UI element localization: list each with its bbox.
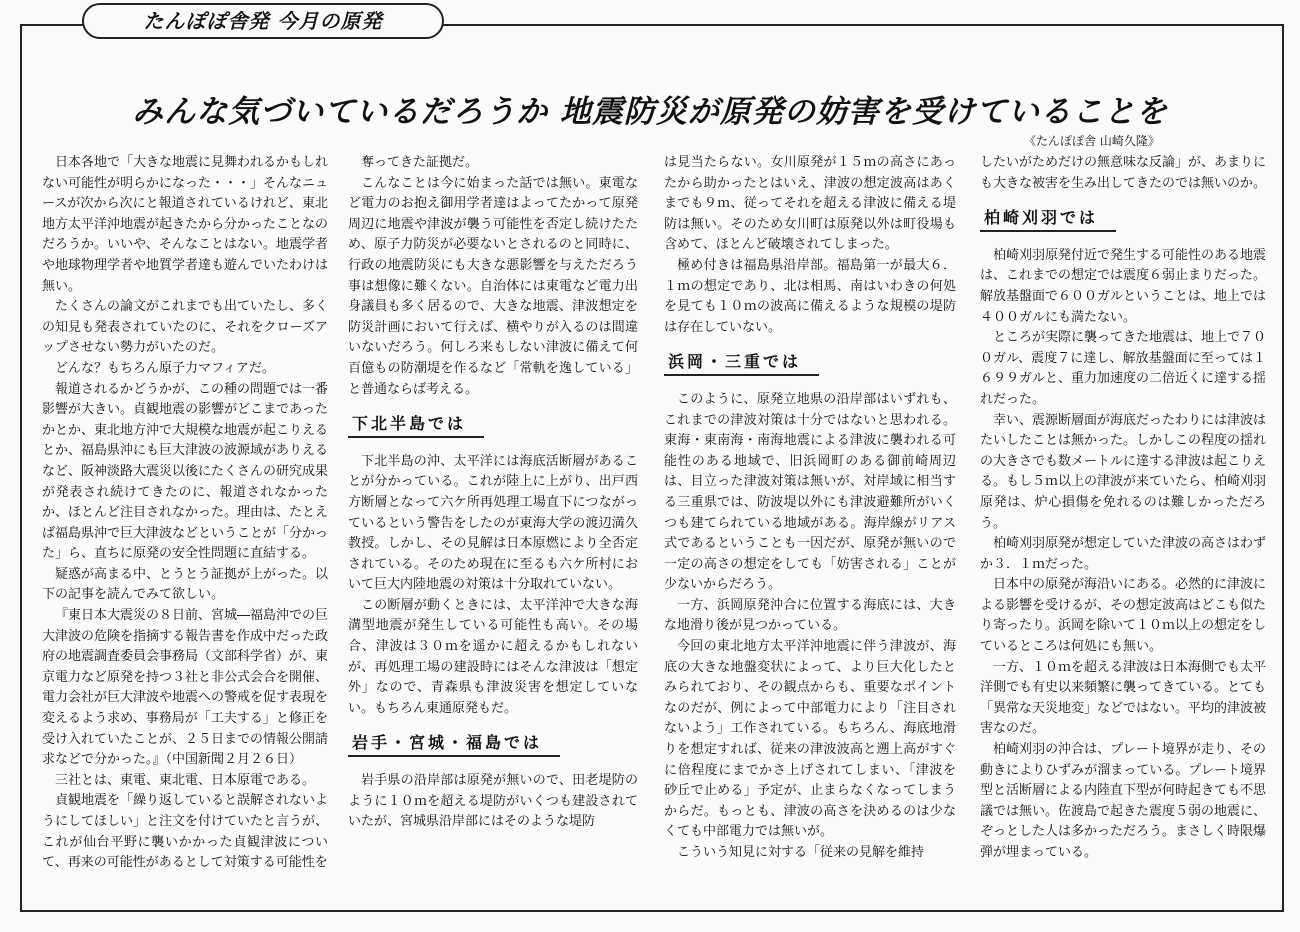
paragraph: 日本中の原発が海沿いにある。必然的に津波による影響を受けるが、その想定波高はどこも似たり寄ったり。浜岡を除いて１０ｍ以上の想定をしているところは何処にも無い。 <box>980 577 1267 655</box>
section-heading-hamaoka-mie: 浜岡・三重では <box>664 352 819 376</box>
column-3 <box>664 153 956 864</box>
paragraph: 奪ってきた証拠だ。 <box>361 155 479 170</box>
paragraph: 日本各地で「大きな地震に見舞われるかもしれない可能性が明らかになった・・・」そんなニュースが次から次にと報道されているけれど、東北地方太平洋沖地震が起きたから分かったことなのだろうか。いいや、そんなことはない。地震学者や地球物理学者や地質学者達も遊んでいたわけは無い。 <box>42 155 329 294</box>
section-heading-kashiwazaki-kariwa: 柏崎刈羽では <box>980 208 1116 232</box>
column-2 <box>348 153 638 833</box>
paragraph: 下北半島の沖、太平洋には海底活断層があることが分かっている。これが陸上に上がり、出戸西方断層となって六ケ所再処理工場直下につながっているという警告をしたのが東海大学の渡辺満久教授。しかし、その見解は日本原燃により全否定されている。そのため現在に至るも六ケ所村において巨大内陸地震の対策は十分取れていない。 <box>348 453 638 593</box>
article-headline: みんな気づいているだろうか 地震防災が原発の妨害を受けていることを <box>132 94 1168 130</box>
paragraph: このように、原発立地県の沿岸部はいずれも、これまでの津波対策は十分ではないと思われる。東海・東南海・南海地震による津波に襲われる可能性のある地域で、旧浜岡町のある御前崎周辺は、目立った津波対策は無いが、対岸域に相当する三重県では、防波堤以外にも津波避難所がいくつも建てられている地域がある。海岸線がリアス式であるということも一因だが、原発が無いので一定の高さの想定をしても「妨害される」ことが少ないからだろう。 <box>664 391 956 593</box>
column-4 <box>980 153 1266 864</box>
paragraph: 柏崎刈羽原発付近で発生する可能性のある地震は、これまでの想定では震度６弱止まりだった。解放基盤面で６００ガルということは、地上では４００ガルにも満たない。 <box>980 247 1267 325</box>
article-byline: 《たんぽぽ舎 山崎久隆》 <box>1024 134 1160 148</box>
paragraph: は見当たらない。女川原発が１５ｍの高さにあったから助かったとはいえ、津波の想定波高はあくまでも９ｍ、従ってそれを超える津波に備える堤防は無い。そのため女川町は原発以外は町役場も含めて、ほとんど破壊されてしまった。 <box>664 155 956 253</box>
paragraph: こんなことは今に始まった話では無い。東電など電力のお抱え御用学者達はよってたかって原発周辺に地震や津波が襲う可能性を否定し続けたため、原子力防災が必要ないとされるのと同時に、行政の地震防災にも大きな悪影響を与えただろう事は想像に難くない。自治体には東電など電力出身議員も多く居るので、大きな地震、津波想定を防災計画において行えば、横やりが入るのは間違いないだろう。何しろ来もしない津波に備えて何百億もの防潮堤を作るなど「常軌を逸している」と普通ならば考える。 <box>348 175 638 397</box>
paragraph: 報道されるかどうかが、この種の問題では一番影響が大きい。貞観地震の影響がどこまであったかとか、東北地方沖で大規模な地震が起こりえるとか、福島県沖にも巨大津波の波源域がありえるなど、阪神淡路大震災以後にたくさんの研究成果が発表され続けてきたのに、報道されなかったか、ほとんど注目されなかった。理由は、たとえば福島県沖で巨大津波などということが「分かった」ら、直ちに原発の安全性問題に直結する。 <box>42 381 329 562</box>
paragraph: 柏崎刈羽原発が想定していた津波の高さはわずか３．１ｍだった。 <box>980 536 1267 572</box>
paragraph: こういう知見に対する「従来の見解を維持 <box>677 845 925 860</box>
paragraph: たくさんの論文がこれまでも出ていたし、多くの知見も発表されていたのに、それをクローズアップさせない勢力がいたのだ。 <box>42 299 329 356</box>
column-1 <box>42 153 328 874</box>
paragraph: 岩手県の沿岸部は原発が無いので、田老堤防のように１０ｍを超える堤防がいくつも建設されていたが、宮城県沿岸部にはそのような堤防 <box>348 773 638 830</box>
paragraph: ところが実際に襲ってきた地震は、地上で７００ガル、震度７に達し、解放基盤面に至っては１６９９ガルと、重力加速度の二倍近くに達する揺れだった。 <box>980 330 1267 407</box>
paragraph: 極め付きは福島県沿岸部。福島第一が最大６．１ｍの想定であり、北は相馬、南はいわきの何処を見ても１０ｍの波高に備えるような規模の堤防は存在していない。 <box>664 257 956 335</box>
paragraph: 今回の東北地方太平洋沖地震に伴う津波が、海底の大きな地盤変状によって、より巨大化したとみられており、その観点からも、重要なポイントなのだが、例によって中部電力により「注目されないよう」工作されている。もちろん、海底地滑りを想定すれば、従来の津波波高と遡上高がすぐに倍程度にまでかさ上げされてしまい、「津波を砂丘で止める」予定が、止まらなくなってしまうからだ。もっとも、津波の高さを決めるのは少なくても中部電力では無いが。 <box>664 639 956 840</box>
paragraph: 柏崎刈羽の沖合は、プレート境界が走り、その動きによりひずみが溜まっている。プレート境界型と活断層による内陸直下型が何時起きても不思議では無い。佐渡島で起きた震度５弱の地震に、ぞっとした人は多かっただろう。まさしく時限爆弾が埋まっている。 <box>980 742 1267 860</box>
quoted-article: 『東日本大震災の８日前、宮城―福島沖での巨大津波の危険を指摘する報告書を作成中だった政府の地震調査委員会事務局（文部科学省）が、東京電力など原発を持つ３社と非公式会合を開催、電力会社が巨大津波や地震への警戒を促す表現を変えるよう求め、事務局が「工夫する」と修正を受け入れていたことが、２５日までの情報公開請求などで分かった。』（中国新聞２月２６日） <box>42 608 329 768</box>
section-heading-iwate-miyagi-fukushima: 岩手・宮城・福島では <box>348 733 560 757</box>
paragraph: 一方、浜岡原発沖合に位置する海底には、大きな地滑り後が見つかっている。 <box>664 597 956 634</box>
section-header-tab: たんぽぽ舎発 今月の原発 <box>82 3 444 39</box>
paragraph: 三社とは、東電、東北電、日本原電である。 <box>55 772 316 788</box>
paragraph: 貞観地震を「繰り返していると誤解されないようにしてほしい」と注文を付けていたと言うが、これが仙台平野に襲いかかった貞観津波について、再来の可能性があるとして対策する可能性を <box>42 793 329 871</box>
section-heading-shimokita: 下北半島では <box>348 414 484 438</box>
paragraph: 一方、１０ｍを超える津波は日本海側でも太平洋側でも有史以来頻繁に襲ってきている。とても「異常な天災地変」などではない。平均的津波被害なのだ。 <box>980 659 1267 737</box>
paragraph: どんな？もちろん原子力マフィアだ。 <box>55 360 275 376</box>
paragraph: 疑惑が高まる中、とうとう証拠が上がった。以下の記事を読んでみて欲しい。 <box>42 566 329 603</box>
paragraph: この断層が動くときには、太平洋沖で大きな海溝型地震が発生している可能性も高い。その場合、津波は３０ｍを遥かに超えるかもしれないが、再処理工場の建設時にはそんな津波は「想定外」なので、青森県も津波災害を想定していない。もちろん東通原発もだ。 <box>348 597 638 716</box>
paragraph: したいがためだけの無意味な反論」が、あまりにも大きな被害を生み出してきたのでは無いのか。 <box>980 155 1267 191</box>
paragraph: 幸い、震源断層面が海底だったわりには津波はたいしたことは無かった。しかしこの程度の揺れの大きさでも数メートルに達する津波は起こりえる。もし５ｍ以上の津波が来ていたら、柏崎刈羽原発は、炉心損傷を免れるのは難しかっただろう。 <box>980 412 1267 531</box>
